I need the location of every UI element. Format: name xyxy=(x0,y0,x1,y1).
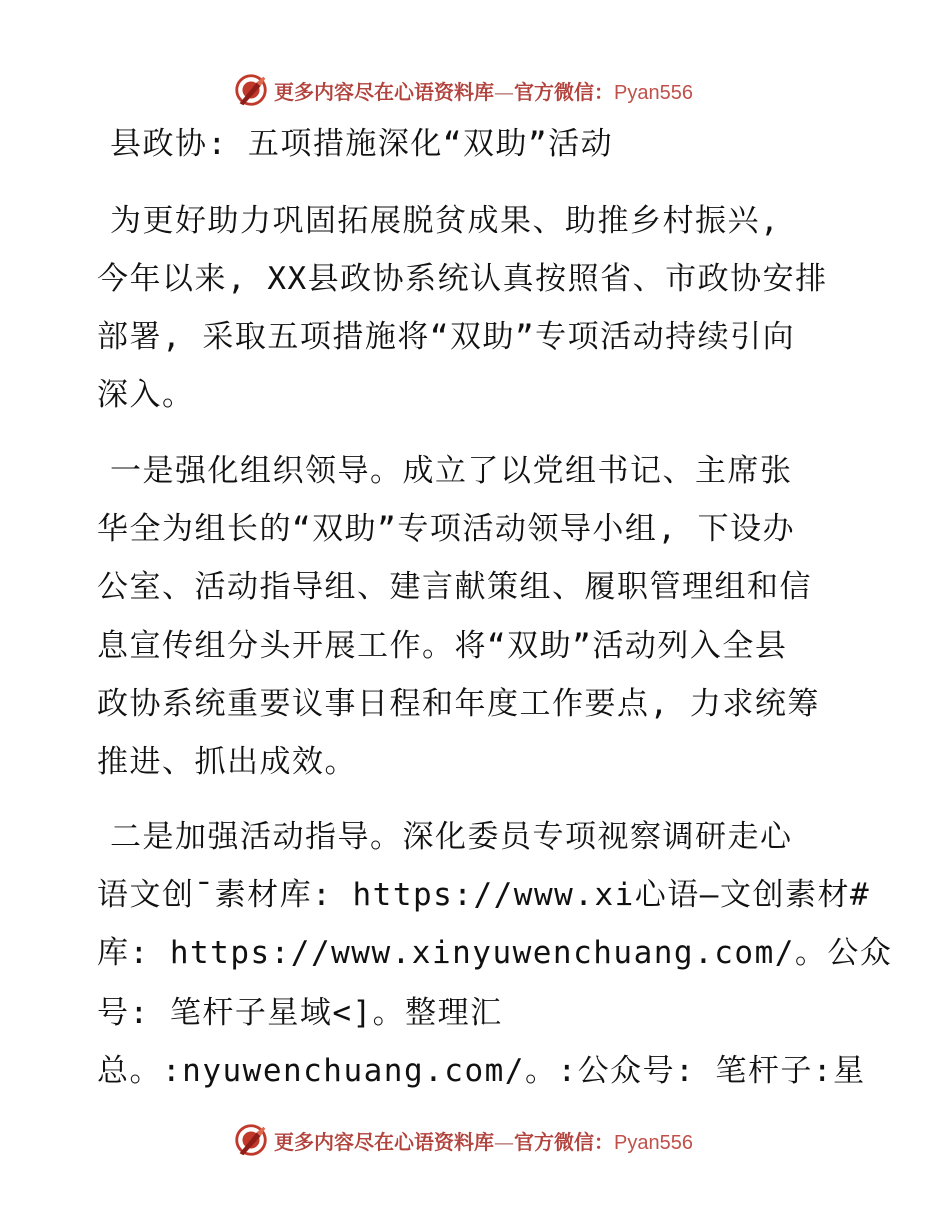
pen-logo-icon xyxy=(232,1121,270,1159)
paragraph-line: 华全为组长的“双助”专项活动领导小组, 下设办 xyxy=(97,511,796,547)
banner-text xyxy=(274,1126,693,1155)
banner-separator: — xyxy=(494,79,514,104)
banner-separator: — xyxy=(494,1129,514,1154)
paragraph-line: 部署, 采取五项措施将“双助”专项活动持续引向 xyxy=(97,319,796,355)
paragraph-line: 今年以来, XX县政协系统认真按照省、市政协安排 xyxy=(97,261,828,297)
paragraph-line: 深入。 xyxy=(97,377,195,413)
paragraph-line: 推进、抓出成效。 xyxy=(97,744,357,780)
banner-wechat-label: 官方微信： xyxy=(514,79,614,104)
paragraph-line: 政协系统重要议事日程和年度工作要点, 力求统筹 xyxy=(97,686,820,722)
paragraph-line: 库: https://www.xinyuwenchuang.com/。公众 xyxy=(97,935,893,971)
paragraph-line: 公室、活动指导组、建言献策组、履职管理组和信 xyxy=(97,569,812,605)
paragraph-line: 语文创¯素材库: https://www.xi心语—文创素材# xyxy=(97,877,871,913)
footer-banner xyxy=(232,1120,712,1160)
paragraph-line: 总。:nyuwenchuang.com/。:公众号: 笔杆子:星 xyxy=(97,1053,866,1089)
banner-wechat-id: Pyan556 xyxy=(614,81,693,104)
paragraph-line: 号: 笔杆子星域<]。整理汇 xyxy=(97,995,503,1031)
paragraph-line: 一是强化组织领导。成立了以党组书记、主席张 xyxy=(110,453,793,489)
banner-wechat-id: Pyan556 xyxy=(614,1131,693,1154)
paragraph-line: 为更好助力巩固拓展脱贫成果、助推乡村振兴, xyxy=(110,203,781,239)
banner-slogan: 更多内容尽在心语资料库 xyxy=(274,79,494,104)
banner-wechat-label: 官方微信： xyxy=(514,1129,614,1154)
document-title: 县政协: 五项措施深化“双助”活动 xyxy=(110,126,614,162)
paragraph-line: 息宣传组分头开展工作。将“双助”活动列入全县 xyxy=(97,628,788,664)
banner-slogan: 更多内容尽在心语资料库 xyxy=(274,1129,494,1154)
paragraph-line: 二是加强活动指导。深化委员专项视察调研走心 xyxy=(110,819,793,855)
